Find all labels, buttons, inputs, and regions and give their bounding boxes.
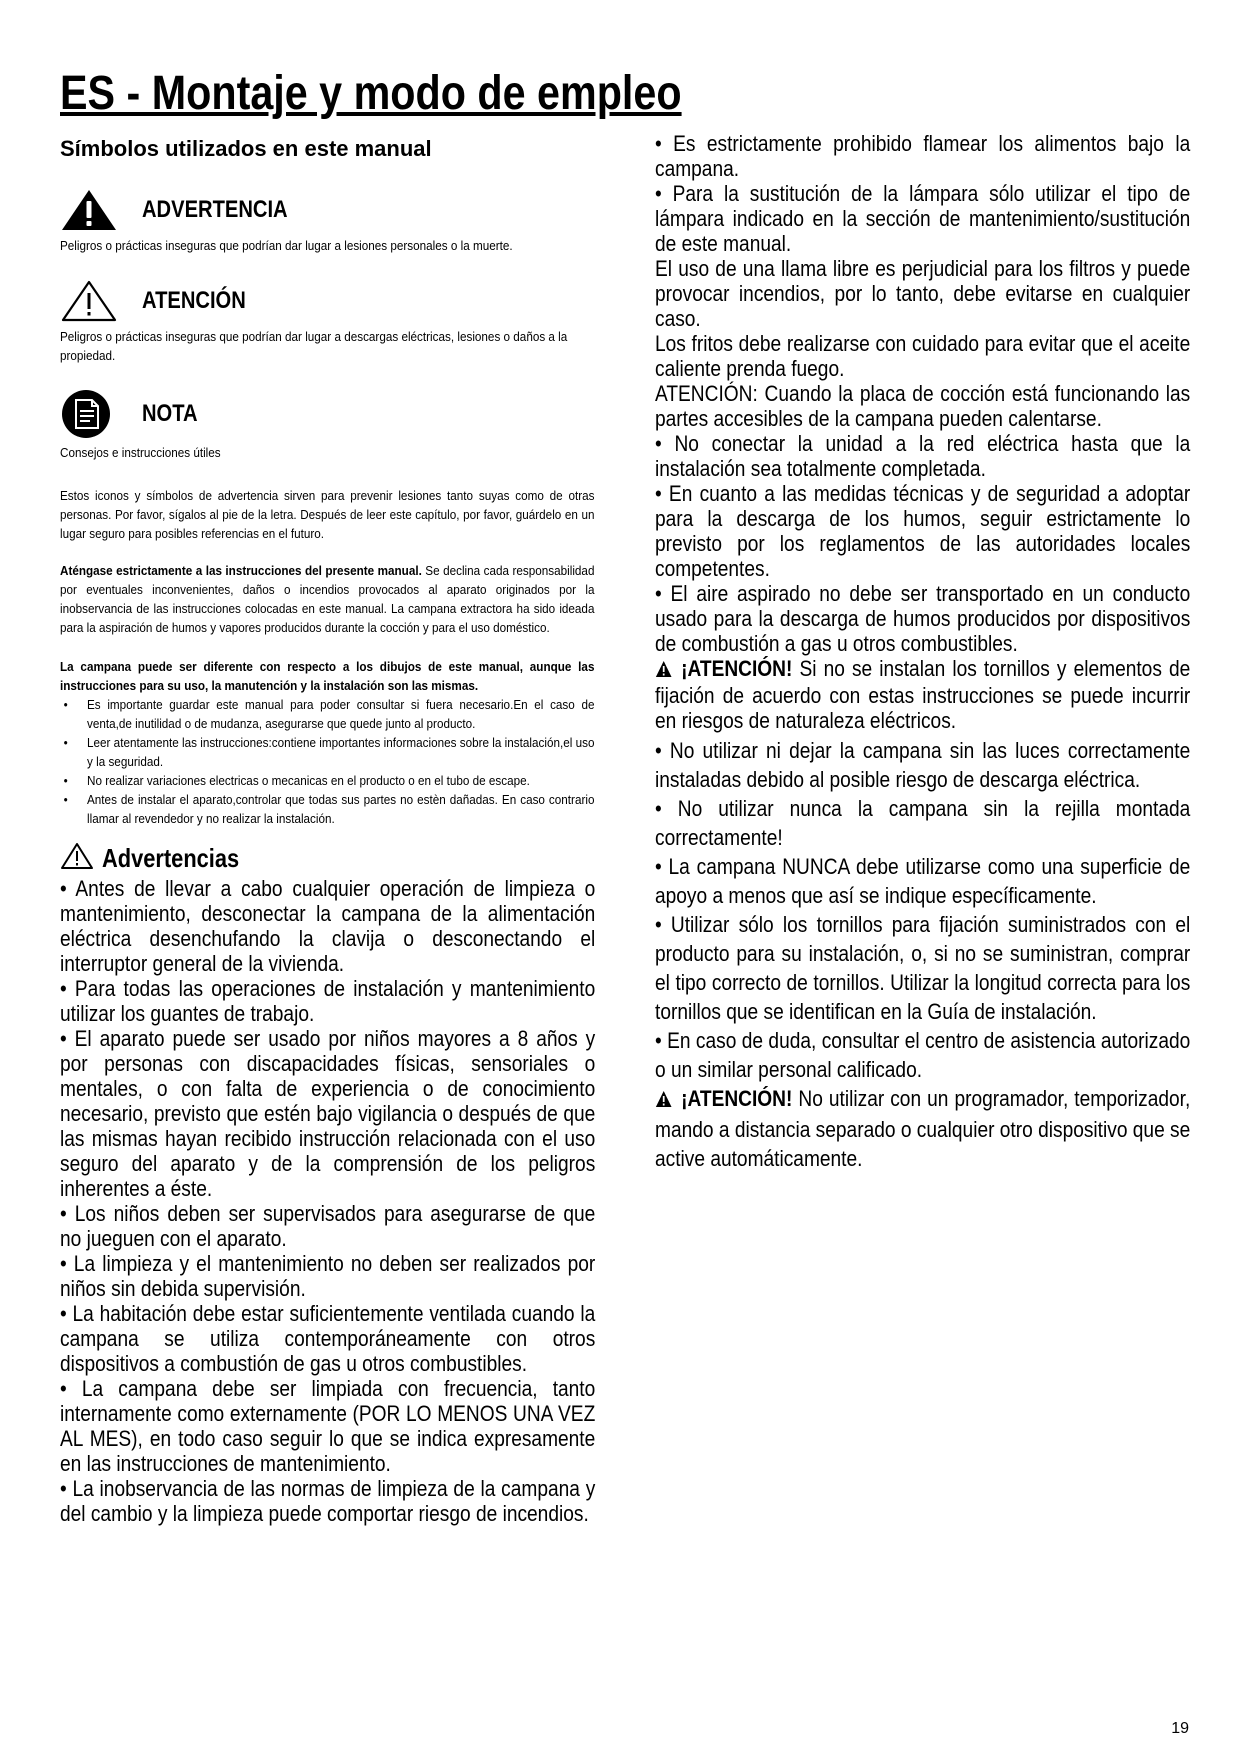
list-item: • El aparato puede ser usado por niños mayores a 8 años y por personas con discapacidades físicas, sensoriales o mentales, o con falta de experiencia o de conocimiento necesario, previsto que estén bajo vigilancia o después de que las mismas hayan recibido instrucción relacionada con el uso seguro del aparato y de la comprensión de los peligros inherentes a éste. (60, 1026, 596, 1201)
intro-paragraph-icons: Estos iconos y símbolos de advertencia sirven para prevenir lesiones tanto suyas como de otras personas. Por favor, sígalos al pie de la letra. Después de leer este capítulo, por favor, guárdelo en un lugar seguro para posibles referencias en el futuro. (60, 488, 595, 541)
list-item: El uso de una llama libre es perjudicial para los filtros y puede provocar incendios, por lo tanto, debe evitarse en cualquier caso. (655, 256, 1191, 331)
advertencias-heading (60, 842, 595, 874)
advertencias-right-list (655, 736, 1190, 1084)
list-item: Los fritos debe realizarse con cuidado para evitar que el aceite caliente prenda fuego. (655, 331, 1191, 381)
warning-paragraph (655, 656, 1190, 733)
intro-instructions-text: Se declina cada responsabilidad por eventuales inconvenientes, daños o incendios provocados al aparato originados por la inobservancia de las instrucciones colocadas en este manual. La campana extractora ha sido ideada para la aspiración de humos y vapores producidos durante la cocción y para el uso doméstico. (60, 563, 595, 635)
filled-warning-icon (655, 658, 672, 683)
intro-paragraph-instructions (60, 561, 594, 637)
list-item: ATENCIÓN: Cuando la placa de cocción está funcionando las partes accesibles de la campana pueden calentarse. (655, 381, 1191, 431)
left-column (60, 136, 595, 1526)
list-item: • Antes de llevar a cabo cualquier operación de limpieza o mantenimiento, desconectar la campana de la alimentación eléctrica desenchufando la clavija o desconectando el interruptor general de la vivienda. (60, 876, 596, 976)
list-item: • Leer atentamente las instrucciones:contiene importantes informaciones sobre la instalación,el uso y la seguridad. (60, 733, 594, 771)
list-item: • En caso de duda, consultar el centro de asistencia autorizado o un similar personal calificado. (655, 1028, 1191, 1082)
symbol-label-advertencia: ADVERTENCIA (142, 196, 288, 223)
symbol-desc-atencion: Peligros o prácticas inseguras que podrían dar lugar a descargas eléctricas, lesiones o daños a la propiedad. (60, 329, 568, 363)
list-item: • Para la sustitución de la lámpara sólo utilizar el tipo de lámpara indicado en la sección de mantenimiento/sustitución de este manual. (655, 181, 1191, 256)
list-item: • La campana debe ser limpiada con frecuencia, tanto internamente como externamente (POR LO MENOS UNA VEZ AL MES), en todo caso seguir lo que se indica expresamente en las instrucciones de mantenimiento. (60, 1376, 596, 1476)
list-item: • Antes de instalar el aparato,controlar que todas sus partes no estèn dañadas. En caso contrario llamar al revendedor y no realizar la instalación. (60, 790, 594, 828)
list-item: • No conectar la unidad a la red eléctrica hasta que la instalación sea totalmente completada. (655, 431, 1191, 481)
symbol-label-atencion: ATENCIÓN (142, 287, 246, 314)
list-item: • El aire aspirado no debe ser transportado en un conducto usado para la descarga de humos producidos por dispositivos de combustión a gas u otros combustibles. (655, 581, 1191, 656)
filled-warning-icon (655, 1086, 672, 1115)
list-item: • Es importante guardar este manual para poder consultar si fuera necesario.En el caso de venta,de inutilidad o de mudanza, asegurarse que quede junto al producto. (60, 695, 594, 733)
page-number: 19 (1171, 1720, 1189, 1737)
warning-label: ¡ATENCIÓN! (681, 656, 793, 681)
outline-warning-icon (60, 842, 94, 875)
list-item: • Es estrictamente prohibido flamear los alimentos bajo la campana. (655, 131, 1191, 181)
list-item: • Utilizar sólo los tornillos para fijación suministrados con el producto para su instalación, o, si no se suministran, comprar el tipo correcto de tornillos. Utilizar la longitud correcta para los tornillos que se identifican en la Guía de instalación. (655, 912, 1191, 1024)
warning-text: Si no se instalan los tornillos y elementos de fijación de acuerdo con estas instrucciones se puede incurrir en riesgos de naturaleza eléctricos. (655, 656, 1191, 733)
intro-drawings-bold: La campana puede ser diferente con respecto a los dibujos de este manual, aunque las instrucciones para su uso, la manutención y la instalación son las mismas. (60, 659, 595, 693)
list-item: • En cuanto a las medidas técnicas y de seguridad a adoptar para la descarga de los humos, seguir estrictamente lo previsto por los reglamentos de las autoridades locales competentes. (655, 481, 1191, 581)
intro-bullet-list (60, 695, 594, 828)
list-item: • No utilizar nunca la campana sin la rejilla montada correctamente! (655, 796, 1191, 850)
symbol-label-nota: NOTA (142, 400, 198, 427)
right-column (655, 131, 1190, 1173)
advertencias-left-list (60, 876, 595, 1526)
symbol-nota (60, 387, 595, 462)
warning-paragraph (655, 1084, 1190, 1173)
list-item: • No utilizar ni dejar la campana sin las luces correctamente instaladas debido al posible riesgo de descarga eléctrica. (655, 738, 1191, 792)
symbol-advertencia (60, 186, 595, 255)
symbols-heading: Símbolos utilizados en este manual (60, 136, 432, 161)
page-title: ES - Montaje y modo de empleo (60, 67, 682, 120)
list-item: • La habitación debe estar suficientemente ventilada cuando la campana se utiliza contemporáneamente con otros dispositivos a combustión de gas u otros combustibles. (60, 1301, 596, 1376)
symbol-desc-nota: Consejos e instrucciones útiles (60, 445, 221, 460)
outline-warning-icon (60, 277, 122, 325)
list-item: • Para todas las operaciones de instalación y mantenimiento utilizar los guantes de trabajo. (60, 976, 596, 1026)
list-item: • La campana NUNCA debe utilizarse como una superficie de apoyo a menos que así se indique específicamente. (655, 854, 1191, 908)
list-item: • La inobservancia de las normas de limpieza de la campana y del cambio y la limpieza puede comportar riesgo de incendios. (60, 1476, 596, 1526)
intro-instructions-bold: Aténgase estrictamente a las instrucciones del presente manual. (60, 563, 422, 578)
list-item: • Los niños deben ser supervisados para asegurarse de que no jueguen con el aparato. (60, 1201, 596, 1251)
advertencias-heading-text: Advertencias (102, 842, 240, 873)
list-item: • La limpieza y el mantenimiento no deben ser realizados por niños sin debida supervisión. (60, 1251, 596, 1301)
intro-paragraph-drawings (60, 657, 594, 695)
note-icon (60, 390, 122, 438)
symbol-desc-advertencia: Peligros o prácticas inseguras que podrían dar lugar a lesiones personales o la muerte. (60, 238, 513, 253)
filled-warning-icon (60, 186, 122, 234)
symbol-atencion (60, 277, 595, 365)
list-item: • No realizar variaciones electricas o mecanicas en el producto o en el tubo de escape. (60, 771, 594, 790)
warning-text: No utilizar con un programador, temporizador, mando a distancia separado o cualquier otro dispositivo que se active automáticamente. (655, 1086, 1191, 1171)
warning-label: ¡ATENCIÓN! (681, 1086, 793, 1111)
